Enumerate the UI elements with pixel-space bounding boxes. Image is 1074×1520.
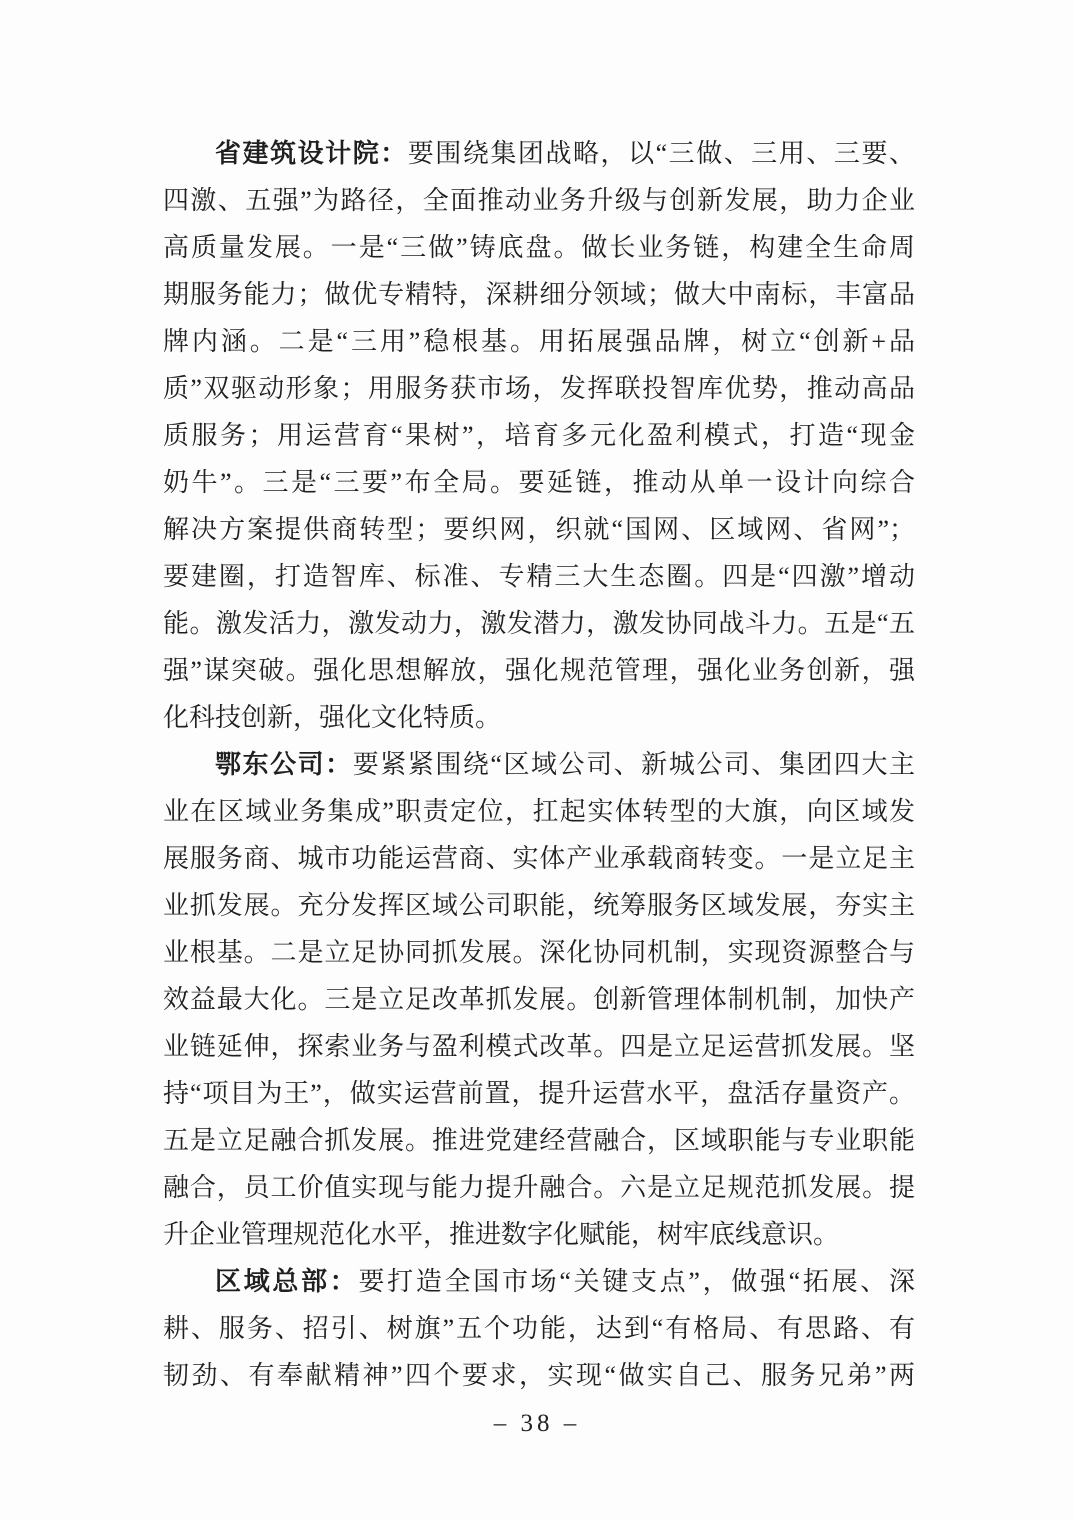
text-line: 韧劲、有奉献精神”四个要求，实现“做实自己、服务兄弟”两: [163, 1361, 915, 1390]
text-line: 牌内涵。二是“三用”稳根基。用拓展强品牌，树立“创新+品: [163, 327, 915, 356]
paragraph: [163, 130, 915, 741]
text-line: 四激、五强”为路径，全面推动业务升级与创新发展，助力企业: [163, 186, 915, 215]
paragraph: [163, 1258, 915, 1399]
text-line: 业根基。二是立足协同抓发展。深化协同机制，实现资源整合与: [163, 938, 915, 967]
text-line: 解决方案提供商转型；要织网，织就“国网、区域网、省网”；: [163, 515, 915, 544]
text-line: 区域总部：要打造全国市场“关键支点”，做强“拓展、深: [215, 1267, 915, 1296]
text-line: 鄂东公司：要紧紧围绕“区域公司、新城公司、集团四大主: [215, 750, 915, 779]
page-number: – 38 –: [493, 1410, 581, 1437]
text-line: 业在区域业务集成”职责定位，扛起实体转型的大旗，向区域发: [163, 797, 915, 826]
text-line: 业链延伸，探索业务与盈利模式改革。四是立足运营抓发展。坚: [163, 1032, 915, 1061]
speaker-name: 区域总部：: [215, 1267, 359, 1296]
speaker-name: 鄂东公司：: [215, 750, 353, 779]
text-line: 省建筑设计院：要围绕集团战略，以“三做、三用、三要、: [215, 139, 915, 168]
text-line: 升企业管理规范化水平，推进数字化赋能，树牢底线意识。: [163, 1220, 840, 1249]
text-line: 效益最大化。三是立足改革抓发展。创新管理体制机制，加快产: [163, 985, 915, 1014]
text-line: 能。激发活力，激发动力，激发潜力，激发协同战斗力。五是“五: [163, 609, 915, 638]
text-line: 化科技创新，强化文化特质。: [163, 703, 502, 732]
text-line: 业抓发展。充分发挥区域公司职能，统筹服务区域发展，夯实主: [163, 891, 915, 920]
text-line: 强”谋突破。强化思想解放，强化规范管理，强化业务创新，强: [163, 656, 915, 685]
text-line: 耕、服务、招引、树旗”五个功能，达到“有格局、有思路、有: [163, 1314, 915, 1343]
text-line: 持“项目为王”，做实运营前置，提升运营水平，盘活存量资产。: [163, 1079, 915, 1108]
speaker-name: 省建筑设计院：: [215, 139, 408, 168]
text-line: 五是立足融合抓发展。推进党建经营融合，区域职能与专业职能: [163, 1126, 915, 1155]
text-line: 融合，员工价值实现与能力提升融合。六是立足规范抓发展。提: [163, 1173, 915, 1202]
text-line: 质服务；用运营育“果树”，培育多元化盈利模式，打造“现金: [163, 421, 915, 450]
paragraph: [163, 741, 915, 1258]
text-line: 展服务商、城市功能运营商、实体产业承载商转变。一是立足主: [163, 844, 915, 873]
text-line: 要建圈，打造智库、标准、专精三大生态圈。四是“四激”增动: [163, 562, 915, 591]
text-line: 期服务能力；做优专精特，深耕细分领域；做大中南标，丰富品: [163, 280, 915, 309]
text-line: 质”双驱动形象；用服务获市场，发挥联投智库优势，推动高品: [163, 374, 915, 403]
text-line: 高质量发展。一是“三做”铸底盘。做长业务链，构建全生命周: [163, 233, 915, 262]
document-body-text: [163, 130, 915, 1399]
text-line: 奶牛”。三是“三要”布全局。要延链，推动从单一设计向综合: [163, 468, 915, 497]
